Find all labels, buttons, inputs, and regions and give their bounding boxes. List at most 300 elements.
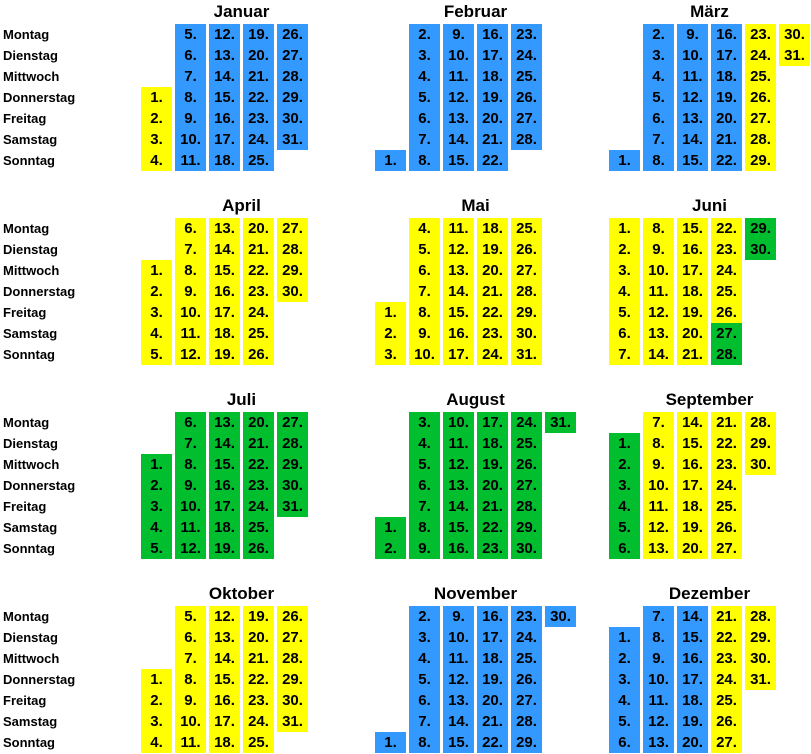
weekday-label: Sonntag	[3, 735, 55, 750]
day-cell: 28.	[511, 129, 542, 150]
day-cell: 11.	[443, 66, 474, 87]
day-cell: 26.	[711, 711, 742, 732]
day-cell: 27.	[511, 108, 542, 129]
day-cell: 5.	[409, 454, 440, 475]
day-cell: 13.	[443, 260, 474, 281]
day-cell: 3.	[643, 45, 674, 66]
day-cell: 24.	[511, 627, 542, 648]
day-cell: 18.	[677, 281, 708, 302]
day-cell: 18.	[711, 66, 742, 87]
month-oktober	[141, 582, 342, 754]
day-cell: 18.	[477, 66, 508, 87]
day-cell: 27.	[277, 412, 308, 433]
weekday-labels	[3, 412, 135, 559]
day-cell: 10.	[643, 260, 674, 281]
day-cell: 22.	[477, 150, 508, 171]
day-cell: 28.	[511, 496, 542, 517]
day-cell: 31.	[277, 711, 308, 732]
day-cell: 22.	[477, 517, 508, 538]
day-cell: 25.	[711, 690, 742, 711]
day-cell: 2.	[141, 281, 172, 302]
day-cell: 9.	[643, 648, 674, 669]
day-cell: 25.	[511, 433, 542, 454]
day-cell: 10.	[677, 45, 708, 66]
day-cell: 11.	[677, 66, 708, 87]
day-cell: 8.	[643, 218, 674, 239]
month-grid	[375, 24, 576, 171]
day-cell: 16.	[209, 281, 240, 302]
day-cell: 10.	[443, 412, 474, 433]
day-cell: 31.	[277, 129, 308, 150]
weekday-label: Dienstag	[3, 242, 58, 257]
weekday-label: Dienstag	[3, 630, 58, 645]
day-cell: 5.	[409, 239, 440, 260]
day-cell: 20.	[477, 690, 508, 711]
month-title: Oktober	[208, 584, 275, 603]
day-cell: 21.	[677, 344, 708, 365]
month-januar	[141, 0, 342, 194]
day-cell: 20.	[477, 108, 508, 129]
day-cell: 17.	[677, 475, 708, 496]
weekday-label: Sonntag	[3, 153, 55, 168]
day-cell: 30.	[779, 24, 810, 45]
day-cell: 17.	[209, 496, 240, 517]
weekday-label: Montag	[3, 27, 50, 42]
day-cell: 12.	[643, 302, 674, 323]
day-cell: 5.	[643, 87, 674, 108]
day-cell: 9.	[443, 24, 474, 45]
month-title: Juni	[692, 196, 727, 215]
day-cell: 24.	[477, 344, 508, 365]
day-cell: 5.	[409, 669, 440, 690]
day-cell: 29.	[511, 517, 542, 538]
day-cell: 27.	[711, 323, 742, 344]
day-cell: 26.	[511, 669, 542, 690]
day-cell: 15.	[443, 150, 474, 171]
day-cell: 4.	[141, 732, 172, 753]
day-cell: 1.	[609, 218, 640, 239]
day-cell: 1.	[609, 150, 640, 171]
day-cell: 1.	[141, 669, 172, 690]
day-cell: 20.	[677, 323, 708, 344]
day-cell: 9.	[409, 538, 440, 559]
day-cell: 12.	[209, 24, 240, 45]
weekday-label: Freitag	[3, 499, 47, 514]
day-cell: 10.	[175, 302, 206, 323]
day-cell: 13.	[443, 690, 474, 711]
day-cell: 9.	[643, 454, 674, 475]
day-cell: 8.	[175, 87, 206, 108]
day-cell: 13.	[443, 475, 474, 496]
month-grid	[141, 218, 342, 365]
day-cell: 14.	[443, 496, 474, 517]
day-cell: 6.	[409, 108, 440, 129]
day-cell: 9.	[643, 239, 674, 260]
day-cell: 11.	[175, 150, 206, 171]
day-cell: 15.	[443, 517, 474, 538]
day-cell: 3.	[141, 496, 172, 517]
month-title: April	[222, 196, 261, 215]
month-april	[141, 194, 342, 388]
day-cell: 14.	[443, 281, 474, 302]
day-cell: 9.	[175, 281, 206, 302]
day-cell: 26.	[745, 87, 776, 108]
day-cell: 7.	[643, 606, 674, 627]
day-cell: 23.	[511, 24, 542, 45]
day-cell: 12.	[643, 711, 674, 732]
day-cell: 5.	[175, 606, 206, 627]
day-cell: 24.	[243, 302, 274, 323]
day-cell: 12.	[443, 87, 474, 108]
day-cell: 23.	[711, 648, 742, 669]
day-cell: 3.	[409, 45, 440, 66]
day-cell: 6.	[175, 627, 206, 648]
day-cell: 20.	[677, 538, 708, 559]
day-cell: 28.	[745, 412, 776, 433]
weekday-label: Samstag	[3, 714, 58, 729]
day-cell: 13.	[643, 323, 674, 344]
day-cell: 2.	[409, 606, 440, 627]
day-cell: 3.	[409, 627, 440, 648]
day-cell: 21.	[477, 129, 508, 150]
day-cell: 4.	[409, 66, 440, 87]
day-cell: 17.	[209, 711, 240, 732]
day-cell: 4.	[409, 648, 440, 669]
day-cell: 12.	[643, 517, 674, 538]
day-cell: 25.	[243, 150, 274, 171]
day-cell: 28.	[277, 66, 308, 87]
day-cell: 31.	[277, 496, 308, 517]
day-cell: 22.	[477, 732, 508, 753]
weekday-label: Dienstag	[3, 436, 58, 451]
day-cell: 17.	[477, 627, 508, 648]
day-cell: 30.	[745, 454, 776, 475]
day-cell: 7.	[175, 66, 206, 87]
day-cell: 14.	[209, 648, 240, 669]
day-cell: 23.	[711, 454, 742, 475]
day-cell: 8.	[409, 732, 440, 753]
day-cell: 16.	[443, 323, 474, 344]
day-cell: 19.	[209, 538, 240, 559]
day-cell: 11.	[175, 732, 206, 753]
day-cell: 3.	[609, 669, 640, 690]
day-cell: 7.	[409, 129, 440, 150]
day-cell: 18.	[477, 218, 508, 239]
weekday-label: Sonntag	[3, 541, 55, 556]
day-cell: 7.	[175, 648, 206, 669]
day-cell: 13.	[209, 218, 240, 239]
day-cell: 15.	[209, 260, 240, 281]
weekday-label: Mittwoch	[3, 457, 60, 472]
day-cell: 6.	[609, 538, 640, 559]
day-cell: 24.	[243, 496, 274, 517]
weekday-labels	[3, 24, 135, 171]
weekday-label: Montag	[3, 415, 50, 430]
day-cell: 6.	[175, 218, 206, 239]
day-cell: 21.	[243, 433, 274, 454]
day-cell: 6.	[643, 108, 674, 129]
day-cell: 11.	[443, 648, 474, 669]
weekday-labels	[3, 218, 135, 365]
day-cell: 30.	[745, 239, 776, 260]
day-cell: 26.	[511, 454, 542, 475]
day-cell: 26.	[243, 538, 274, 559]
day-cell: 8.	[409, 150, 440, 171]
weekday-label: Freitag	[3, 111, 47, 126]
day-cell: 17.	[711, 45, 742, 66]
weekday-label: Donnerstag	[3, 672, 76, 687]
day-cell: 26.	[277, 606, 308, 627]
day-cell: 23.	[711, 239, 742, 260]
day-cell: 29.	[277, 260, 308, 281]
day-cell: 28.	[277, 239, 308, 260]
day-cell: 23.	[477, 323, 508, 344]
month-title: Mai	[461, 196, 490, 215]
month-title: Januar	[213, 2, 270, 21]
day-cell: 21.	[243, 239, 274, 260]
weekday-label: Samstag	[3, 520, 58, 535]
day-cell: 23.	[243, 281, 274, 302]
day-cell: 20.	[711, 108, 742, 129]
day-cell: 4.	[609, 281, 640, 302]
day-cell: 25.	[511, 648, 542, 669]
day-cell: 3.	[375, 344, 406, 365]
day-cell: 13.	[443, 108, 474, 129]
day-cell: 25.	[511, 66, 542, 87]
day-cell: 14.	[643, 344, 674, 365]
day-cell: 2.	[375, 538, 406, 559]
day-cell: 19.	[711, 87, 742, 108]
month-november	[375, 582, 576, 754]
day-cell: 4.	[141, 517, 172, 538]
day-cell: 26.	[277, 24, 308, 45]
day-cell: 1.	[141, 454, 172, 475]
weekday-label: Freitag	[3, 693, 47, 708]
day-cell: 21.	[477, 496, 508, 517]
day-cell: 6.	[175, 412, 206, 433]
day-cell: 8.	[643, 433, 674, 454]
day-cell: 4.	[141, 323, 172, 344]
day-cell: 4.	[409, 433, 440, 454]
day-cell: 5.	[141, 538, 172, 559]
day-cell: 15.	[677, 150, 708, 171]
day-cell: 25.	[711, 281, 742, 302]
day-cell: 27.	[511, 260, 542, 281]
day-cell: 7.	[643, 412, 674, 433]
month-title: September	[665, 390, 754, 409]
day-cell: 7.	[609, 344, 640, 365]
day-cell: 9.	[175, 475, 206, 496]
day-cell: 10.	[175, 711, 206, 732]
day-cell: 12.	[443, 669, 474, 690]
day-cell: 17.	[443, 344, 474, 365]
day-cell: 3.	[141, 302, 172, 323]
day-cell: 4.	[409, 218, 440, 239]
day-cell: 22.	[243, 669, 274, 690]
day-cell: 15.	[209, 454, 240, 475]
day-cell: 16.	[209, 475, 240, 496]
month-title: Februar	[443, 2, 508, 21]
month-title: Juli	[226, 390, 257, 409]
day-cell: 14.	[209, 66, 240, 87]
day-cell: 8.	[175, 669, 206, 690]
day-cell: 14.	[209, 433, 240, 454]
day-cell: 1.	[375, 517, 406, 538]
day-cell: 25.	[243, 323, 274, 344]
day-cell: 10.	[443, 627, 474, 648]
day-cell: 24.	[711, 260, 742, 281]
weekday-label: Mittwoch	[3, 69, 60, 84]
day-cell: 16.	[677, 239, 708, 260]
day-cell: 13.	[643, 538, 674, 559]
day-cell: 4.	[609, 690, 640, 711]
day-cell: 30.	[277, 108, 308, 129]
day-cell: 24.	[511, 412, 542, 433]
day-cell: 9.	[175, 690, 206, 711]
day-cell: 3.	[141, 129, 172, 150]
day-cell: 1.	[141, 260, 172, 281]
day-cell: 1.	[141, 87, 172, 108]
day-cell: 23.	[243, 108, 274, 129]
day-cell: 29.	[745, 150, 776, 171]
day-cell: 8.	[409, 302, 440, 323]
day-cell: 13.	[677, 108, 708, 129]
day-cell: 5.	[175, 24, 206, 45]
day-cell: 24.	[745, 45, 776, 66]
day-cell: 11.	[175, 323, 206, 344]
day-cell: 2.	[141, 108, 172, 129]
day-cell: 19.	[677, 302, 708, 323]
day-cell: 22.	[711, 627, 742, 648]
day-cell: 2.	[609, 648, 640, 669]
day-cell: 25.	[711, 496, 742, 517]
day-cell: 28.	[511, 281, 542, 302]
month-mai	[375, 194, 576, 388]
day-cell: 14.	[443, 711, 474, 732]
day-cell: 20.	[477, 475, 508, 496]
day-cell: 23.	[243, 475, 274, 496]
day-cell: 28.	[277, 648, 308, 669]
day-cell: 25.	[745, 66, 776, 87]
weekday-label: Mittwoch	[3, 263, 60, 278]
day-cell: 14.	[209, 239, 240, 260]
day-cell: 29.	[745, 218, 776, 239]
day-cell: 24.	[511, 45, 542, 66]
month-grid	[609, 24, 810, 171]
weekday-label: Samstag	[3, 132, 58, 147]
day-cell: 27.	[711, 732, 742, 753]
day-cell: 2.	[643, 24, 674, 45]
day-cell: 14.	[677, 129, 708, 150]
day-cell: 28.	[745, 129, 776, 150]
day-cell: 30.	[277, 281, 308, 302]
day-cell: 15.	[443, 302, 474, 323]
day-cell: 18.	[209, 323, 240, 344]
day-cell: 20.	[243, 627, 274, 648]
day-cell: 20.	[243, 412, 274, 433]
day-cell: 2.	[141, 690, 172, 711]
day-cell: 21.	[477, 711, 508, 732]
day-cell: 2.	[141, 475, 172, 496]
day-cell: 8.	[643, 627, 674, 648]
day-cell: 19.	[477, 454, 508, 475]
day-cell: 29.	[511, 732, 542, 753]
day-cell: 28.	[277, 433, 308, 454]
month-title: März	[690, 2, 729, 21]
day-cell: 3.	[609, 260, 640, 281]
day-cell: 22.	[243, 260, 274, 281]
day-cell: 13.	[209, 627, 240, 648]
day-cell: 19.	[677, 711, 708, 732]
day-cell: 27.	[277, 45, 308, 66]
day-cell: 7.	[643, 129, 674, 150]
weekday-label: Donnerstag	[3, 284, 76, 299]
month-dezember	[609, 582, 810, 754]
day-cell: 8.	[175, 260, 206, 281]
day-cell: 14.	[677, 606, 708, 627]
day-cell: 12.	[175, 344, 206, 365]
day-cell: 13.	[209, 45, 240, 66]
day-cell: 18.	[477, 648, 508, 669]
day-cell: 27.	[711, 538, 742, 559]
day-cell: 19.	[209, 344, 240, 365]
day-cell: 15.	[209, 669, 240, 690]
day-cell: 1.	[609, 627, 640, 648]
day-cell: 31.	[545, 412, 576, 433]
month-title: November	[433, 584, 518, 603]
day-cell: 20.	[477, 260, 508, 281]
day-cell: 26.	[711, 302, 742, 323]
day-cell: 21.	[243, 66, 274, 87]
day-cell: 26.	[511, 87, 542, 108]
day-cell: 16.	[477, 606, 508, 627]
day-cell: 18.	[209, 517, 240, 538]
month-band	[0, 388, 811, 582]
day-cell: 11.	[175, 517, 206, 538]
day-cell: 22.	[711, 150, 742, 171]
day-cell: 8.	[175, 454, 206, 475]
day-cell: 6.	[409, 475, 440, 496]
day-cell: 3.	[609, 475, 640, 496]
day-cell: 27.	[277, 627, 308, 648]
month-juni	[609, 194, 810, 388]
day-cell: 5.	[141, 344, 172, 365]
day-cell: 22.	[711, 218, 742, 239]
day-cell: 27.	[745, 108, 776, 129]
day-cell: 6.	[609, 323, 640, 344]
day-cell: 24.	[243, 129, 274, 150]
day-cell: 10.	[175, 496, 206, 517]
day-cell: 1.	[609, 433, 640, 454]
day-cell: 16.	[677, 454, 708, 475]
day-cell: 15.	[443, 732, 474, 753]
day-cell: 16.	[209, 690, 240, 711]
day-cell: 11.	[643, 281, 674, 302]
day-cell: 12.	[443, 239, 474, 260]
month-grid	[141, 412, 342, 559]
day-cell: 16.	[677, 648, 708, 669]
day-cell: 10.	[643, 475, 674, 496]
day-cell: 1.	[375, 732, 406, 753]
day-cell: 25.	[243, 517, 274, 538]
day-cell: 11.	[643, 496, 674, 517]
month-band	[0, 582, 811, 754]
day-cell: 10.	[175, 129, 206, 150]
day-cell: 22.	[477, 302, 508, 323]
day-cell: 29.	[745, 627, 776, 648]
month-grid	[141, 606, 342, 753]
day-cell: 2.	[375, 323, 406, 344]
